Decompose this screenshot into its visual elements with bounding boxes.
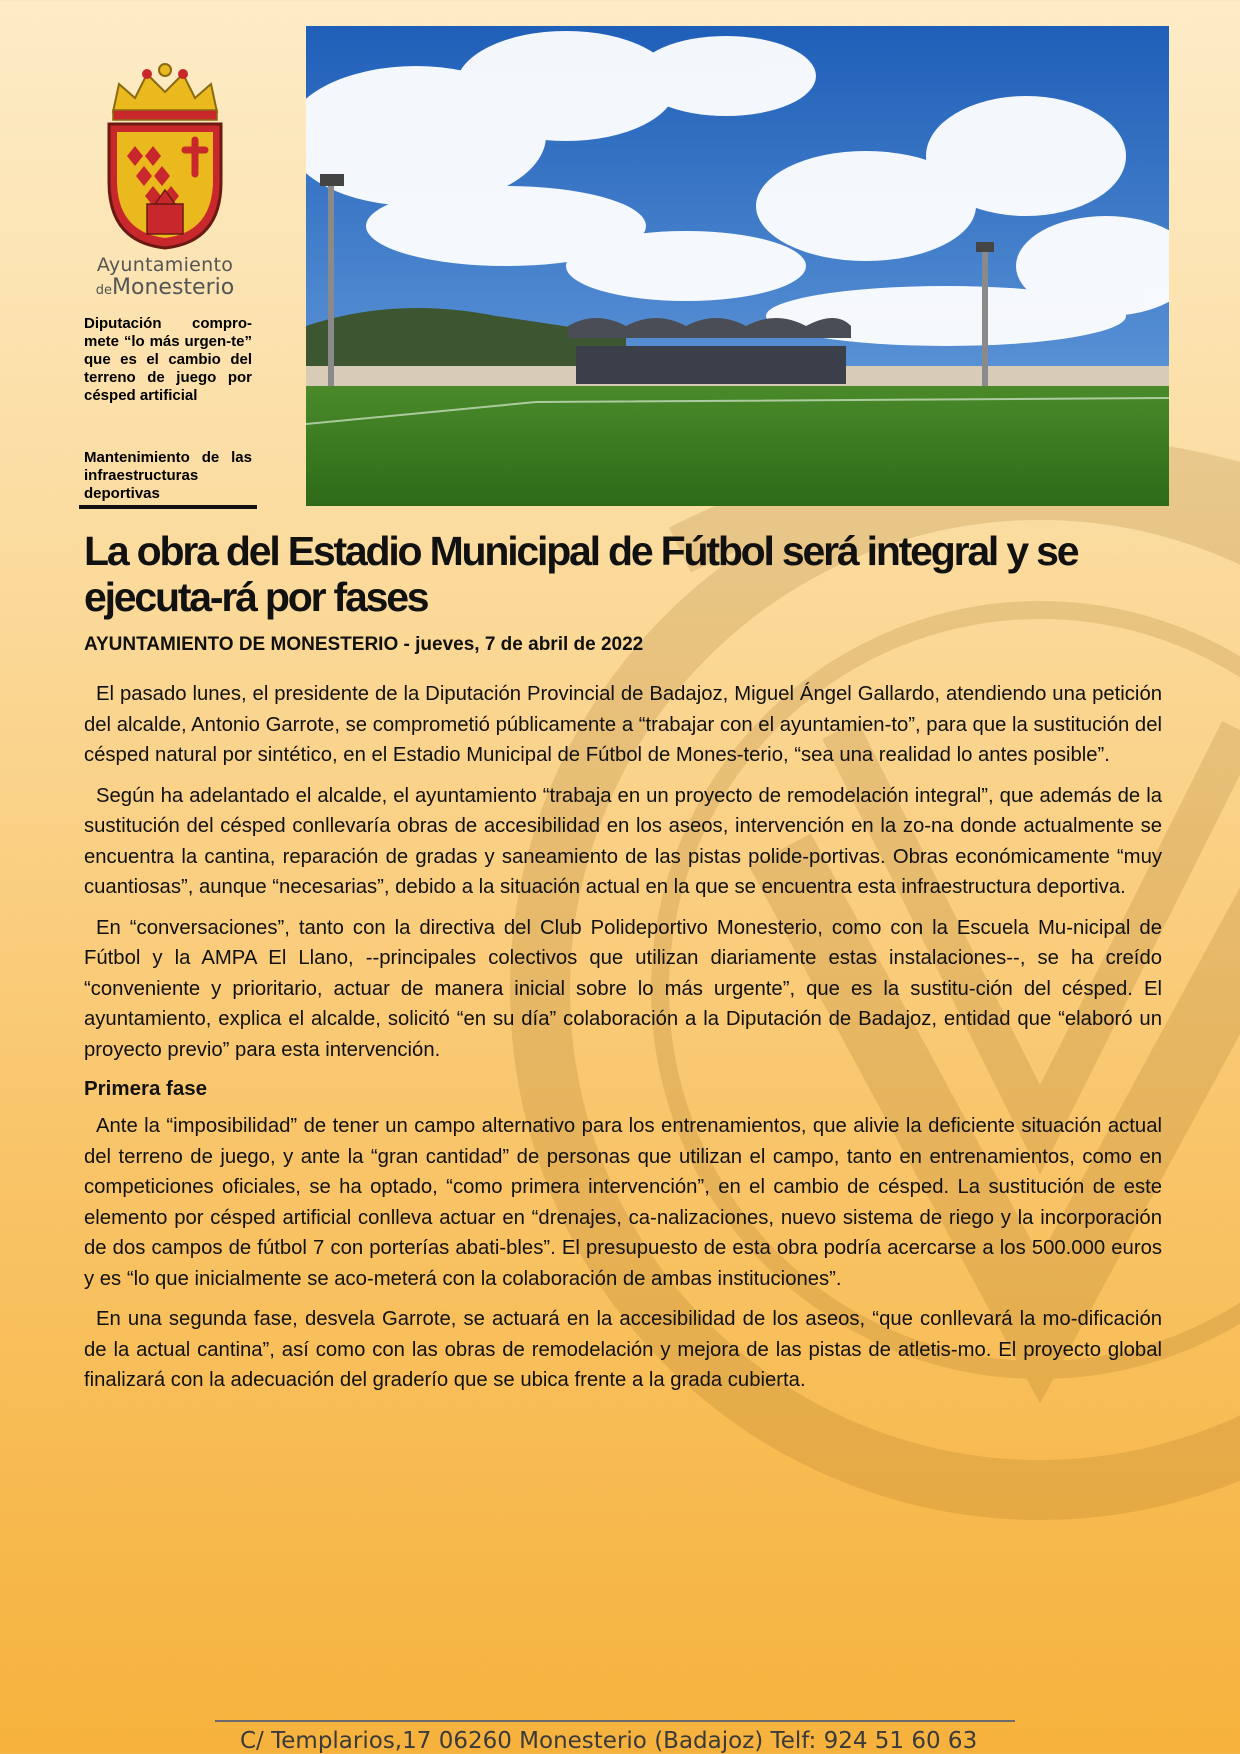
municipal-logo	[90, 62, 240, 299]
side-summary-note: Diputación compro-mete “lo más urgen-te” que es el cambio del terreno de juego por césped artificial	[84, 315, 252, 404]
logo-subtitle-prefix: de	[95, 282, 113, 298]
logo-subtitle	[90, 276, 240, 299]
article-paragraph: El pasado lunes, el presidente de la Diputación Provincial de Badajoz, Miguel Ángel Gallardo, atendiendo una petición del alcalde, Antonio Garrote, se comprometió públicamente a “trabajar con el ayuntamien-to”, para que la sustitución del césped natural por sintético, en el Estadio Municipal de Fútbol de Mones-terio, “sea una realidad lo antes posible”.	[84, 683, 1162, 766]
article-paragraph: Según ha adelantado el alcalde, el ayuntamiento “trabaja en un proyecto de remodelación integral”, que además de la sustitución del césped conllevaría obras de accesibilidad en los aseos, intervención en la zo-na donde actualmente se encuentra la cantina, reparación de gradas y saneamiento de las pistas polide-portivas. Obras económicamente “muy cuantiosas”, aunque “necesarias”, debido a la situación actual en la que se encuentra esta infraestructura deportiva.	[84, 784, 1162, 898]
logo-title: Ayuntamiento	[96, 254, 234, 276]
article-paragraph: En una segunda fase, desvela Garrote, se actuará en la accesibilidad de los aseos, “que conllevará la mo-dificación de la actual cantina”, así como con las obras de remodelación y mejora de las pistas de atletis-mo. El proyecto global finalizará con la adecuación del graderío que se ubica frente a la grada cubierta.	[84, 1308, 1162, 1391]
article-byline: AYUNTAMIENTO DE MONESTERIO - jueves, 7 de abril de 2022	[84, 634, 644, 655]
stadium-photo	[306, 26, 1169, 506]
side-category-note: Mantenimiento de las infraestructuras deportivas	[84, 449, 252, 502]
footer-divider	[215, 1720, 1015, 1722]
footer-address: C/ Templarios,17 06260 Monesterio (Badajoz) Telf: 924 51 60 63	[240, 1728, 978, 1754]
article-paragraph: En “conversaciones”, tanto con la directiva del Club Polideportivo Monesterio, como con la Escuela Mu-nicipal de Fútbol y la AMPA El Llano, --principales colectivos que utilizan diariamente estas instalaciones--, se ha creído “conveniente y prioritario, actuar de manera inicial sobre lo más urgente”, que es la sustitu-ción del césped. El ayuntamiento, explica el alcalde, solicitó “en su día” colaboración a la Diputación de Badajoz, entidad que “elaboró un proyecto previo” para esta intervención.	[84, 916, 1162, 1061]
article-body	[84, 679, 1162, 1406]
article-headline: La obra del Estadio Municipal de Fútbol será integral y se ejecuta-rá por fases	[84, 528, 1078, 620]
side-divider	[79, 505, 257, 509]
logo-town: Monesterio	[112, 274, 235, 300]
article-subheading: Primera fase	[84, 1077, 208, 1100]
article-paragraph: Ante la “imposibilidad” de tener un campo alternativo para los entrenamientos, que alivie la deficiente situación actual del terreno de juego, y ante la “gran cantidad” de personas que utilizan el campo, tanto en entrenamientos, como en competiciones oficiales, se ha optado, “como primera intervención”, en el cambio de césped. La sustitución de este elemento por césped artificial conlleva actuar en “drenajes, ca-nalizaciones, nuevo sistema de riego y la incorporación de dos campos de fútbol 7 con porterías abati-bles”. El presupuesto de esta obra podría acercarse a los 500.000 euros y es “lo que inicialmente se aco-meterá con la colaboración de ambas instituciones”.	[84, 1115, 1162, 1290]
coat-of-arms-icon	[95, 62, 235, 252]
